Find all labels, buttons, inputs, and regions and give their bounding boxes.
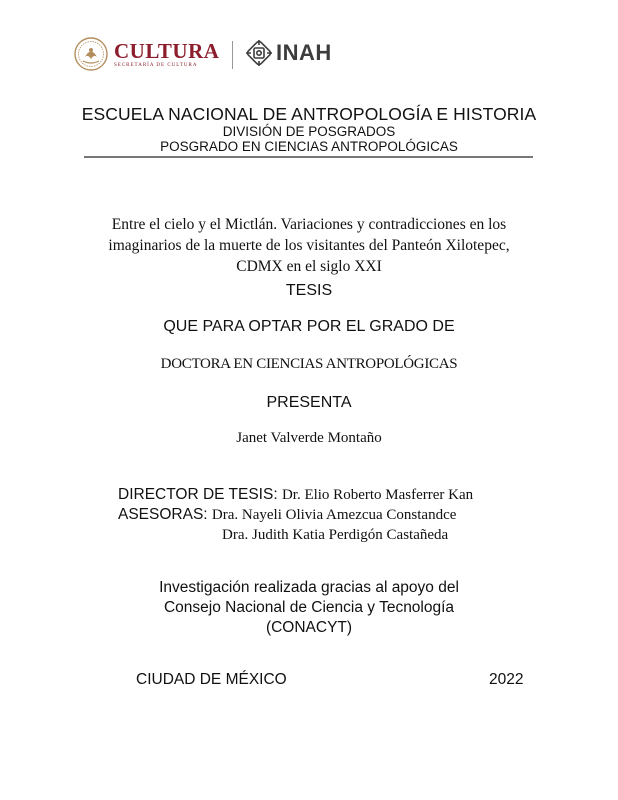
advisor-row <box>118 525 473 545</box>
funding-line: Investigación realizada gracias al apoyo del <box>159 579 459 596</box>
program-name: POSGRADO EN CIENCIAS ANTROPOLÓGICAS <box>160 139 458 154</box>
cultura-wordmark: CULTURA <box>114 39 220 63</box>
advisors-row <box>118 505 473 525</box>
director-label: DIRECTOR DE TESIS: <box>118 486 278 503</box>
funding-line: Consejo Nacional de Ciencia y Tecnología <box>163 599 455 616</box>
thesis-title <box>90 214 528 277</box>
degree-intro: QUE PARA OPTAR POR EL GRADO DE <box>163 318 455 335</box>
inah-logo <box>244 38 332 68</box>
funding-statement <box>0 578 618 638</box>
logo-divider <box>232 41 233 69</box>
cultura-logo <box>74 36 219 72</box>
thesis-committee <box>118 485 473 545</box>
presents-label: PRESENTA <box>266 394 352 411</box>
header-rule <box>84 156 533 158</box>
document-type: TESIS <box>285 282 333 299</box>
year: 2022 <box>489 671 524 688</box>
school-name: ESCUELA NACIONAL DE ANTROPOLOGÍA E HISTORIA <box>81 104 537 124</box>
degree-name: DOCTORA EN CIENCIAS ANTROPOLÓGICAS <box>160 356 458 372</box>
inah-wordmark: INAH <box>276 40 332 65</box>
mexico-seal-icon <box>74 37 108 71</box>
thesis-title-line: Entre el cielo y el Mictlán. Variaciones y contradicciones en los <box>111 216 507 233</box>
advisor-name: Dra. Judith Katia Perdigón Castañeda <box>222 527 449 543</box>
division-name: DIVISIÓN DE POSGRADOS <box>222 124 396 139</box>
thesis-title-line: CDMX en el siglo XXI <box>236 258 382 275</box>
advisor-name: Dra. Nayeli Olivia Amezcua Constandce <box>211 507 457 523</box>
author-name: Janet Valverde Montaño <box>236 430 382 446</box>
inah-emblem-icon <box>244 38 274 68</box>
city: CIUDAD DE MÉXICO <box>136 671 287 688</box>
thesis-title-line: imaginarios de la muerte de los visitantes del Panteón Xilotepec, <box>108 237 510 254</box>
funding-line: (CONACYT) <box>265 619 353 636</box>
director-name: Dr. Elio Roberto Masferrer Kan <box>281 487 474 503</box>
advisors-label: ASESORAS: <box>118 506 208 523</box>
cultura-subtitle: SECRETARÍA DE CULTURA <box>114 63 198 68</box>
director-row <box>118 485 473 505</box>
